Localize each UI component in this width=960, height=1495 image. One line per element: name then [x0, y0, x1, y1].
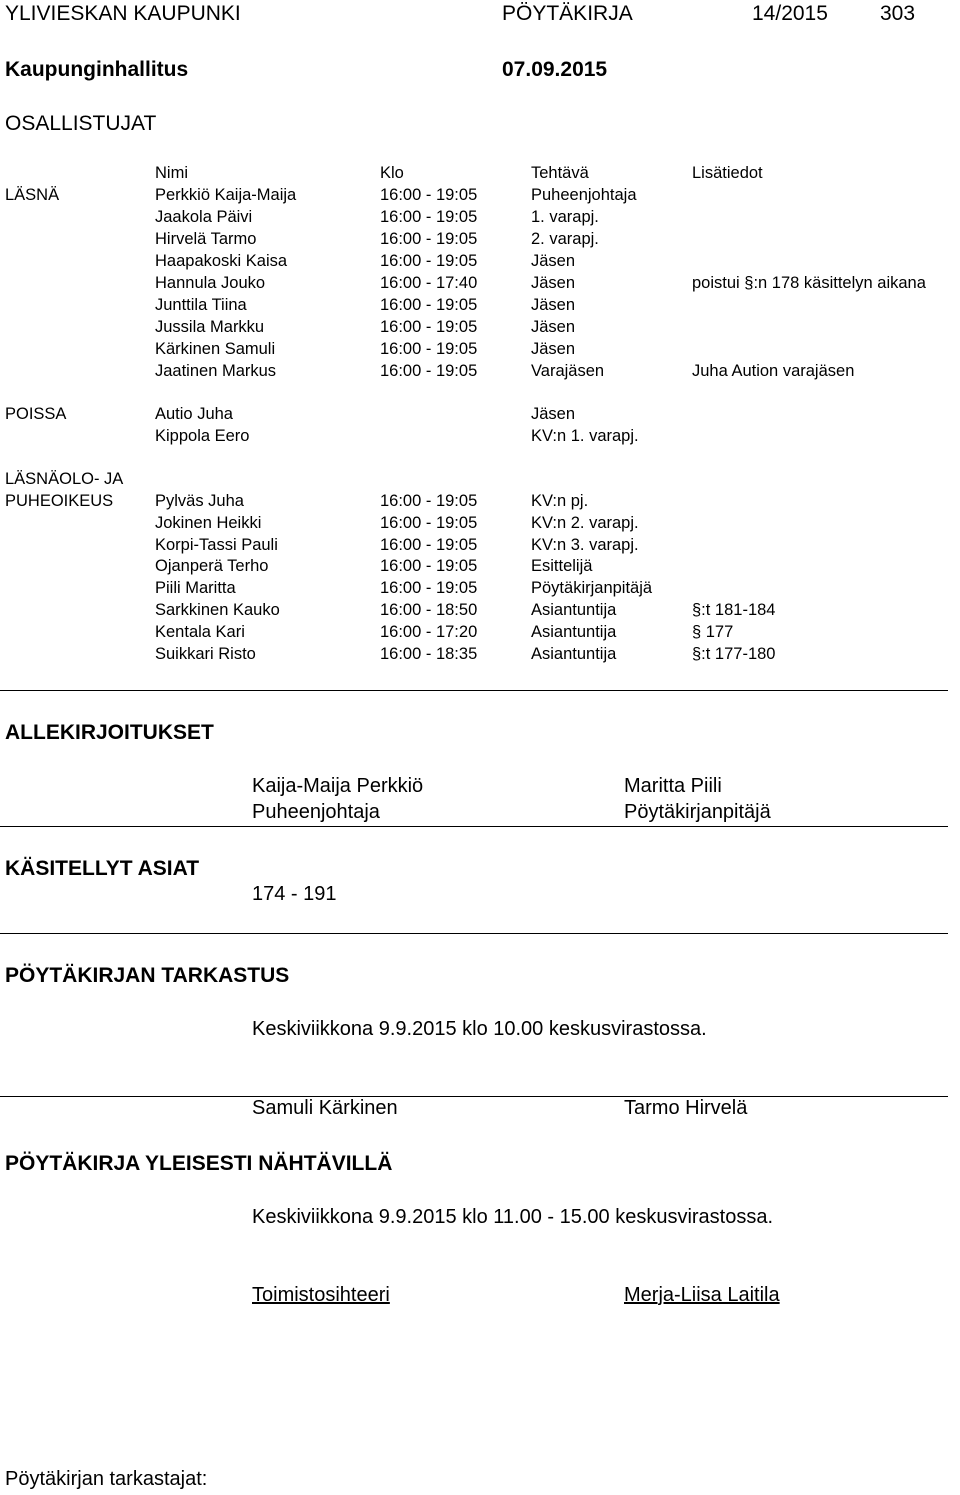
participant-time: 16:00 - 18:50	[380, 601, 478, 619]
participant-time: 16:00 - 19:05	[380, 362, 478, 380]
table-row	[0, 405, 960, 427]
table-row	[0, 186, 960, 208]
table-row	[0, 579, 960, 601]
public-name: Merja-Liisa Laitila	[624, 1284, 780, 1306]
participant-time: 16:00 - 19:05	[380, 208, 478, 226]
participant-role: KV:n pj.	[531, 492, 589, 510]
participant-time: 16:00 - 19:05	[380, 514, 478, 532]
divider	[0, 1096, 948, 1097]
table-row	[0, 427, 960, 449]
participant-time: 16:00 - 17:40	[380, 274, 478, 292]
participant-time: 16:00 - 19:05	[380, 492, 478, 510]
divider	[0, 690, 948, 691]
secretary-name: Maritta Piili	[624, 775, 722, 797]
divider	[0, 933, 948, 934]
participant-time: 16:00 - 19:05	[380, 557, 478, 575]
table-row	[0, 514, 960, 536]
reviewer-1: Samuli Kärkinen	[252, 1097, 398, 1119]
participant-name: Haapakoski Kaisa	[155, 252, 288, 270]
participant-info: §:t 177-180	[692, 645, 776, 663]
participant-role: Jäsen	[531, 274, 576, 292]
participant-info: Juha Aution varajäsen	[692, 362, 855, 380]
participant-role: Asiantuntija	[531, 601, 617, 619]
participant-name: Ojanperä Terho	[155, 557, 269, 575]
participant-name: Jaakola Päivi	[155, 208, 253, 226]
meeting-date: 07.09.2015	[502, 58, 608, 81]
table-row	[0, 645, 960, 667]
group-label-line1: LÄSNÄOLO- JA	[5, 470, 124, 488]
participant-name: Kippola Eero	[155, 427, 250, 445]
body-name: Kaupunginhallitus	[5, 58, 189, 81]
participant-role: Asiantuntija	[531, 623, 617, 641]
participant-name: Hannula Jouko	[155, 274, 266, 292]
participant-role: Asiantuntija	[531, 645, 617, 663]
table-row	[0, 274, 960, 296]
org-name: YLIVIESKAN KAUPUNKI	[5, 2, 241, 25]
participant-time: 16:00 - 19:05	[380, 252, 478, 270]
participant-name: Kärkinen Samuli	[155, 340, 276, 358]
items-title: KÄSITELLYT ASIAT	[5, 857, 200, 880]
table-row	[0, 318, 960, 340]
participant-name: Kentala Kari	[155, 623, 245, 641]
chair-name: Kaija-Maija Perkkiö	[252, 775, 424, 797]
doc-type: PÖYTÄKIRJA	[502, 2, 633, 25]
col-info-header: Lisätiedot	[692, 164, 763, 182]
table-row	[0, 208, 960, 230]
participant-role: Pöytäkirjanpitäjä	[531, 579, 653, 597]
participant-name: Jussila Markku	[155, 318, 265, 336]
table-row	[0, 230, 960, 252]
participant-role: KV:n 1. varapj.	[531, 427, 639, 445]
participant-name: Suikkari Risto	[155, 645, 256, 663]
group-label: POISSA	[5, 405, 67, 423]
table-row	[0, 557, 960, 579]
participant-role: Jäsen	[531, 296, 576, 314]
table-row	[0, 623, 960, 645]
review-title: PÖYTÄKIRJAN TARKASTUS	[5, 964, 290, 987]
participant-name: Junttila Tiina	[155, 296, 247, 314]
public-title: PÖYTÄKIRJA YLEISESTI NÄHTÄVILLÄ	[5, 1152, 393, 1175]
participant-name: Jaatinen Markus	[155, 362, 277, 380]
group-label: PUHEOIKEUS	[5, 492, 114, 510]
table-row	[0, 362, 960, 384]
participant-name: Piili Maritta	[155, 579, 236, 597]
participant-role: Jäsen	[531, 318, 576, 336]
items-range: 174 - 191	[252, 883, 337, 905]
participant-role: KV:n 3. varapj.	[531, 536, 639, 554]
participant-role: KV:n 2. varapj.	[531, 514, 639, 532]
participant-time: 16:00 - 17:20	[380, 623, 478, 641]
participant-time: 16:00 - 19:05	[380, 318, 478, 336]
participant-name: Perkkiö Kaija-Maija	[155, 186, 297, 204]
col-time-header: Klo	[380, 164, 404, 182]
participant-name: Pylväs Juha	[155, 492, 244, 510]
doc-number: 14/2015	[752, 2, 828, 25]
participant-name: Jokinen Heikki	[155, 514, 262, 532]
page-number: 303	[880, 2, 916, 25]
signatures-title: ALLEKIRJOITUKSET	[5, 721, 214, 744]
participant-role: 2. varapj.	[531, 230, 599, 248]
table-row	[0, 252, 960, 274]
participant-role: Jäsen	[531, 252, 576, 270]
participant-name: Hirvelä Tarmo	[155, 230, 257, 248]
participant-name: Autio Juha	[155, 405, 233, 423]
participant-time: 16:00 - 19:05	[380, 340, 478, 358]
participant-role: Varajäsen	[531, 362, 605, 380]
participant-info: § 177	[692, 623, 734, 641]
public-role: Toimistosihteeri	[252, 1284, 390, 1306]
table-row	[0, 296, 960, 318]
review-text: Keskiviikkona 9.9.2015 klo 10.00 keskusvirastossa.	[252, 1018, 707, 1040]
table-row	[0, 601, 960, 623]
participant-time: 16:00 - 19:05	[380, 296, 478, 314]
table-row	[0, 536, 960, 558]
participant-role: Puheenjohtaja	[531, 186, 637, 204]
reviewer-2: Tarmo Hirvelä	[624, 1097, 748, 1119]
chair-role: Puheenjohtaja	[252, 801, 380, 823]
participant-role: 1. varapj.	[531, 208, 599, 226]
participant-role: Esittelijä	[531, 557, 593, 575]
participant-time: 16:00 - 18:35	[380, 645, 478, 663]
group-label-row	[0, 470, 960, 492]
participant-time: 16:00 - 19:05	[380, 230, 478, 248]
participant-info: poistui §:n 178 käsittelyn aikana	[692, 274, 926, 292]
participant-time: 16:00 - 19:05	[380, 186, 478, 204]
col-role-header: Tehtävä	[531, 164, 589, 182]
participant-time: 16:00 - 19:05	[380, 579, 478, 597]
participants-title: OSALLISTUJAT	[5, 112, 157, 135]
participant-info: §:t 181-184	[692, 601, 776, 619]
participant-time: 16:00 - 19:05	[380, 536, 478, 554]
participant-role: Jäsen	[531, 340, 576, 358]
table-row	[0, 492, 960, 514]
table-row	[0, 340, 960, 362]
public-text: Keskiviikkona 9.9.2015 klo 11.00 - 15.00 keskusvirastossa.	[252, 1206, 774, 1228]
secretary-role: Pöytäkirjanpitäjä	[624, 801, 771, 823]
divider	[0, 826, 948, 827]
participant-role: Jäsen	[531, 405, 576, 423]
participants-header-row	[0, 164, 960, 186]
col-name-header: Nimi	[155, 164, 188, 182]
participant-name: Sarkkinen Kauko	[155, 601, 280, 619]
footer-label: Pöytäkirjan tarkastajat:	[5, 1468, 208, 1490]
group-label: LÄSNÄ	[5, 186, 60, 204]
participant-name: Korpi-Tassi Pauli	[155, 536, 278, 554]
